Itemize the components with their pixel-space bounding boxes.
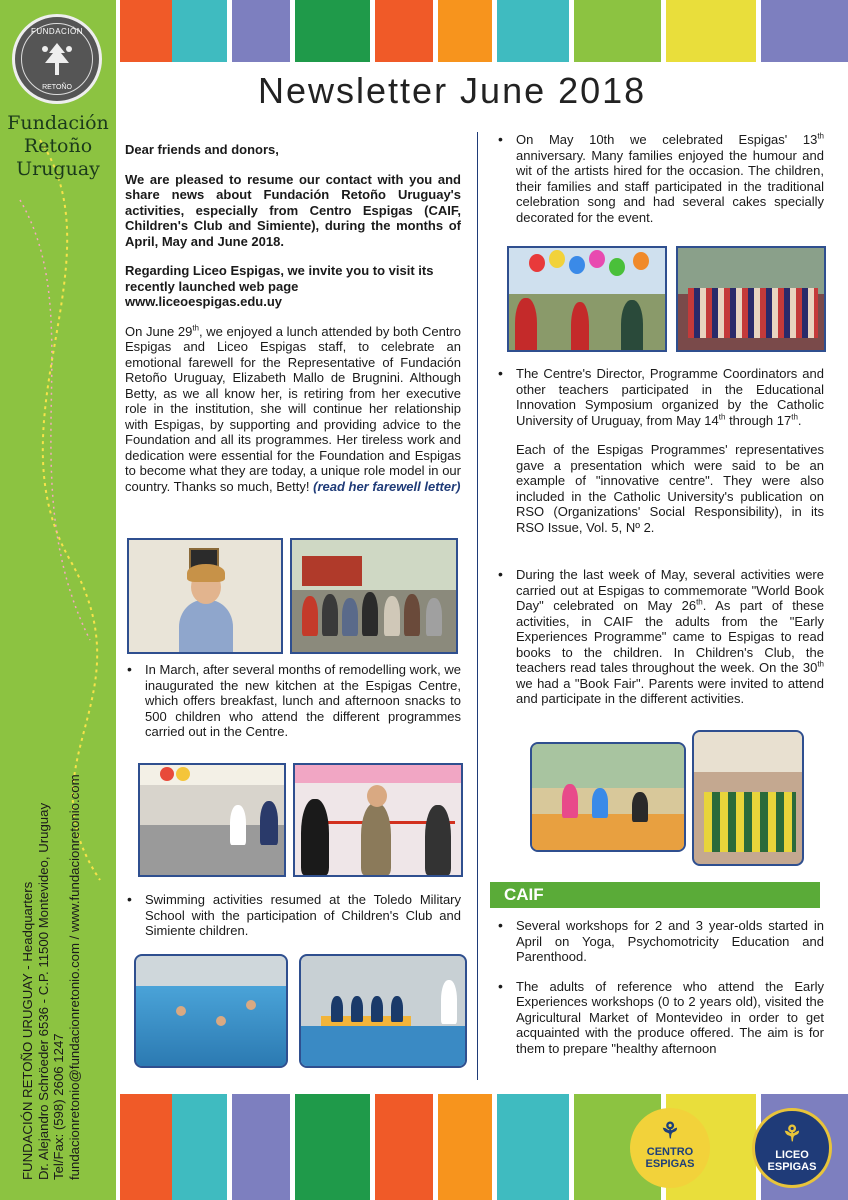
bookday-text: . As part of these activities, in CAIF the adults from the "Early Experiences Programme" came to Espigas to read books to the children. In Children's Club, the teachers read tales throughout the week. On the 30 bbox=[516, 598, 825, 675]
greeting: Dear friends and donors, bbox=[125, 142, 279, 157]
bottom-color-blocks bbox=[120, 1094, 848, 1200]
ordinal-sup: th bbox=[791, 412, 798, 422]
lunch-text: , we enjoyed a lunch attended by both Centro Espigas and Liceo Espigas staff, to celebrate an emotional farewell for the Representative of Fundación Retoño Uruguay, Elizabeth Mallo de Brugnini. Although Betty, as we all know her, is retiring from her executive role in the institution, she will continue her relationship with Espigas, by supporting and providing advice to the Foundation and all its programmes. Her tireless work and dedication were essential for the Foundation and Espigas to become what they are today, a unique role model in our country. Thanks so much, Betty! bbox=[125, 323, 461, 494]
photo-kitchen bbox=[138, 763, 286, 877]
anniversary-text: On May 10th we celebrated Espigas' 13 bbox=[516, 132, 818, 147]
photo-anniversary-crowd bbox=[676, 246, 826, 352]
caif-workshops-bullet: • Several workshops for 2 and 3 year-olds started in April on Yoga, Psychomotricity Education and Parenthood. bbox=[496, 918, 824, 965]
badge-text: ESPIGAS bbox=[645, 1158, 695, 1170]
contact-email-web[interactable]: fundacionretonio@fundacionretonio.com / www.fundacionretonio.com bbox=[66, 774, 82, 1180]
foundation-name bbox=[0, 112, 116, 181]
photo-anniversary-balloons bbox=[507, 246, 667, 352]
anniversary-text: anniversary. Many families enjoyed the humour and wit of the artists hired for the occasion. The children, their families and staff participated in the traditional celebration song and had several cakes specially decorated for the event. bbox=[516, 147, 824, 225]
bookday-text: During the last week of May, several activities were carried out at Espigas to commemorate "World Book Day" celebrated on May 26 bbox=[516, 567, 824, 613]
right-column bbox=[496, 132, 824, 239]
kitchen-bullet: • In March, after several months of remodelling work, we inaugurated the new kitchen at the Espigas Centre, which offers breakfast, lunch and afternoon snacks to 500 children who attend the different programmes carried out in the Centre. bbox=[125, 662, 461, 740]
ordinal-sup: th bbox=[696, 597, 703, 607]
ordinal-sup: th bbox=[817, 659, 824, 669]
contact-phone: Tel/Fax: (598) 2606 1247 bbox=[51, 1033, 66, 1180]
lunch-text: On June 29 bbox=[125, 323, 193, 339]
lunch-paragraph bbox=[125, 324, 461, 495]
top-color-blocks bbox=[120, 0, 848, 62]
liceo-web-link[interactable]: www.liceoespigas.edu.uy bbox=[125, 294, 283, 309]
bookday-text: we had a "Book Fair". Parents were invited to attend and participate in the different activities. bbox=[516, 675, 824, 706]
logo-top-text: FUNDACIÓN bbox=[30, 27, 84, 36]
photo-swimming-kids bbox=[299, 954, 467, 1068]
logo-bottom-text: RETOÑO bbox=[42, 84, 72, 91]
ordinal-sup: th bbox=[718, 412, 726, 422]
farewell-letter-link[interactable]: (read her farewell letter) bbox=[313, 478, 461, 494]
symposium-text: through 17 bbox=[725, 412, 792, 428]
ordinal-sup: th bbox=[192, 323, 199, 333]
wheat-icon: ⚘ bbox=[660, 1118, 680, 1143]
contact-headquarters: FUNDACIÓN RETOÑO URUGUAY - Headquarters bbox=[20, 881, 35, 1180]
caif-section-header: CAIF bbox=[490, 882, 820, 908]
kitchen-section bbox=[125, 662, 461, 754]
symposium-text: . bbox=[797, 412, 802, 428]
wheat-icon: ⚘ bbox=[782, 1121, 802, 1146]
swimming-bullet: • Swimming activities resumed at the Toledo Military School with the participation of Children's Club and Simiente children. bbox=[125, 892, 461, 939]
sidebar bbox=[0, 0, 116, 1200]
column-divider bbox=[477, 132, 478, 1080]
liceo-espigas-logo bbox=[752, 1108, 832, 1188]
name-line: Retoño bbox=[23, 135, 93, 157]
contact-info bbox=[20, 660, 82, 1180]
contact-address: Dr. Alejandro Schröeder 6536 - C.P. 11500 Montevideo, Uruguay bbox=[35, 802, 51, 1180]
symposium-text: The Centre's Director, Programme Coordinators and other teachers participated in the Educational Innovation Symposium organized by the Catholic University of Uruguay, from May 14 bbox=[516, 366, 824, 428]
anniversary-bullet bbox=[496, 132, 824, 225]
name-line: Uruguay bbox=[16, 158, 100, 180]
ordinal-sup: th bbox=[817, 131, 824, 141]
swimming-section bbox=[125, 892, 461, 953]
foundation-logo bbox=[12, 14, 102, 104]
badge-text: ESPIGAS bbox=[767, 1161, 817, 1173]
left-column bbox=[125, 142, 461, 508]
caif-market-bullet: • The adults of reference who attend the Early Experiences workshops (0 to 2 years old), visited the Agricultural Market of Montevideo in order to get acquainted with the produce offered. The aim is for them to prepare "healthy afternoon bbox=[496, 979, 824, 1057]
badge-text: CENTRO bbox=[646, 1146, 694, 1158]
photo-book-reading bbox=[530, 742, 686, 852]
photo-farewell-group bbox=[290, 538, 458, 654]
liceo-paragraph bbox=[125, 263, 461, 310]
bookday-bullet bbox=[496, 567, 824, 707]
photo-book-fair bbox=[692, 730, 804, 866]
photo-betty-portrait bbox=[127, 538, 283, 654]
badge-text: LICEO bbox=[775, 1149, 809, 1161]
bookday-section bbox=[496, 567, 824, 721]
intro-paragraph: We are pleased to resume our contact with you and share news about Fundación Retoño Uruguay's activities, especially from Centro Espigas (CAIF, Children's Club and Simiente), during the months of April, May and June 2018. bbox=[125, 171, 461, 249]
photo-swimming-pool bbox=[134, 954, 288, 1068]
name-line: Fundación bbox=[7, 112, 109, 134]
centro-espigas-logo bbox=[630, 1108, 710, 1188]
symposium-bullet bbox=[496, 366, 824, 428]
liceo-note: Regarding Liceo Espigas, we invite you to visit its recently launched web page bbox=[125, 263, 434, 294]
family-tree-icon bbox=[37, 41, 77, 77]
symposium-section bbox=[496, 366, 824, 549]
photo-kitchen-ribbon bbox=[293, 763, 463, 877]
newsletter-title: Newsletter June 2018 bbox=[258, 70, 647, 111]
caif-section bbox=[496, 918, 824, 1056]
symposium-paragraph: Each of the Espigas Programmes' representatives gave a presentation which were said to be an example of "innovative centre". They were also included in the Catholic University's publication on RSO (Organizations' Social Responsibility), in its RSO Issue, Vol. 5, Nº 2. bbox=[516, 442, 824, 535]
